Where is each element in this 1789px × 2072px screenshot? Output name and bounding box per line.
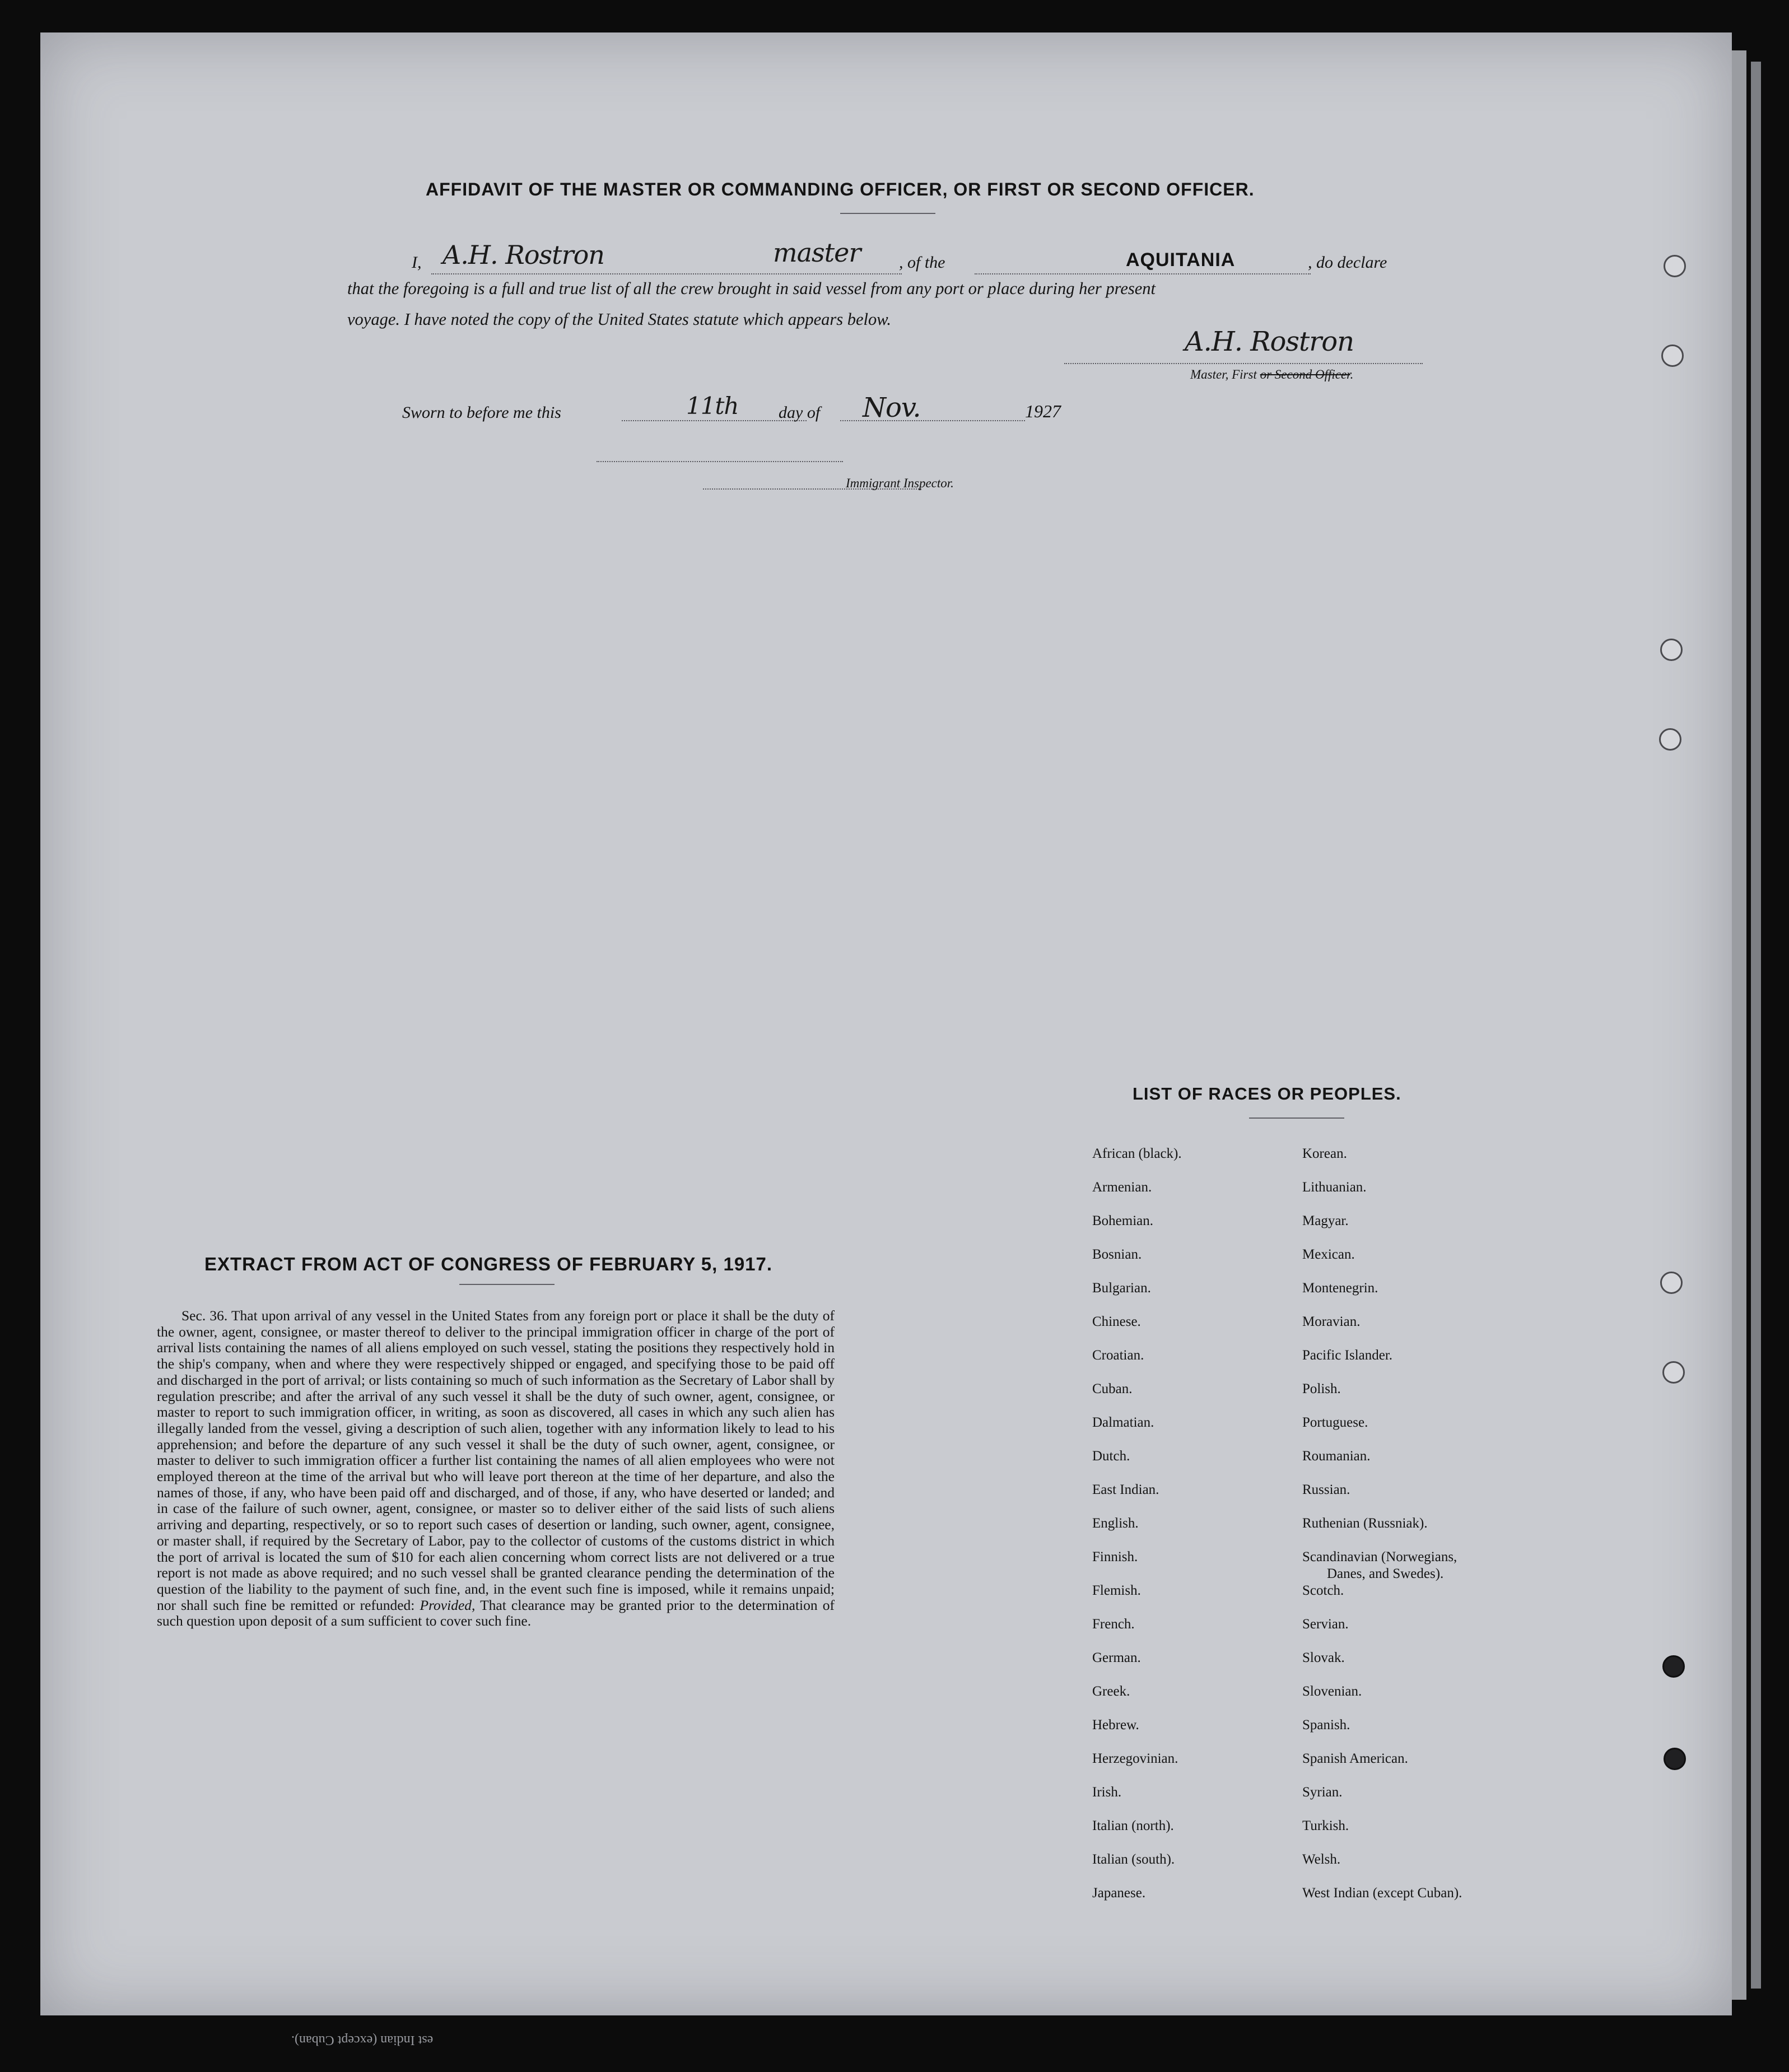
sworn-day-handwritten: 11th <box>686 392 739 420</box>
race-item: Roumanian. <box>1302 1449 1371 1464</box>
master-signature: A.H. Rostron <box>1185 326 1354 357</box>
race-item: Montenegrin. <box>1302 1281 1378 1296</box>
section-label: Sec. 36. <box>181 1307 228 1324</box>
race-item: Syrian. <box>1302 1785 1343 1800</box>
race-item: Spanish. <box>1302 1717 1350 1733</box>
race-item: Flemish. <box>1092 1583 1141 1598</box>
inspector-caption: Immigrant Inspector. <box>846 476 954 490</box>
extract-body <box>157 1308 835 1629</box>
race-item: Welsh. <box>1302 1852 1341 1867</box>
binder-hole <box>1660 639 1683 661</box>
affidavit-title: AFFIDAVIT OF THE MASTER OR COMMANDING OFFICER, OR FIRST OR SECOND OFFICER. <box>426 179 1255 199</box>
of-the-label: , of the <box>899 253 945 272</box>
race-item: Slovak. <box>1302 1650 1345 1665</box>
race-item: Magyar. <box>1302 1213 1349 1228</box>
caption-end: . <box>1350 367 1354 381</box>
rank-handwritten: master <box>773 238 861 268</box>
race-item: Japanese. <box>1092 1885 1146 1901</box>
document-page <box>40 32 1732 2015</box>
race-item: Slovenian. <box>1302 1684 1362 1699</box>
race-item: English. <box>1092 1516 1139 1531</box>
race-item: Servian. <box>1302 1617 1349 1632</box>
title-divider <box>840 213 935 214</box>
race-item: Dalmatian. <box>1092 1415 1154 1430</box>
race-item: Italian (north). <box>1092 1818 1174 1833</box>
race-item: Ruthenian (Russniak). <box>1302 1516 1428 1531</box>
extract-text-end: That clearance may be granted prior to the determination of such question upon deposit of a sum sufficient to cover such fine. <box>157 1596 835 1629</box>
race-item: Croatian. <box>1092 1348 1144 1363</box>
binder-hole <box>1662 1655 1685 1678</box>
race-item: Irish. <box>1092 1785 1122 1800</box>
sworn-label: Sworn to before me this <box>402 403 561 422</box>
master-name-handwritten: A.H. Rostron <box>442 240 604 270</box>
bleed-through-text: est Indian (except Cuban). <box>291 2033 434 2047</box>
race-item: Armenian. <box>1092 1180 1152 1195</box>
race-item: Finnish. <box>1092 1549 1138 1565</box>
race-item: Spanish American. <box>1302 1751 1408 1766</box>
race-item: Turkish. <box>1302 1818 1349 1833</box>
race-item: German. <box>1092 1650 1141 1665</box>
do-declare-label: , do declare <box>1308 253 1387 272</box>
page-edge <box>1732 50 1746 2000</box>
race-item: Moravian. <box>1302 1314 1361 1329</box>
race-item: Hebrew. <box>1092 1717 1139 1733</box>
race-item: Russian. <box>1302 1482 1350 1497</box>
affidavit-i: I, <box>412 253 422 272</box>
race-item: Lithuanian. <box>1302 1180 1367 1195</box>
provided-word: Provided, <box>420 1596 476 1613</box>
page-edge-back <box>1751 62 1761 1989</box>
binder-hole <box>1664 255 1686 277</box>
affidavit-line3: voyage. I have noted the copy of the United States statute which appears below. <box>347 310 891 329</box>
race-item: French. <box>1092 1617 1135 1632</box>
binder-hole <box>1662 1361 1685 1384</box>
races-list-right <box>1302 1137 1462 1910</box>
race-item: Herzegovinian. <box>1092 1751 1178 1766</box>
extract-divider <box>459 1284 555 1285</box>
race-item: Cuban. <box>1092 1381 1133 1396</box>
binder-hole <box>1661 344 1684 367</box>
races-list-left <box>1092 1137 1182 1910</box>
race-item: Scotch. <box>1302 1583 1344 1598</box>
signature-line <box>1064 363 1423 364</box>
race-item: Bosnian. <box>1092 1247 1142 1262</box>
extract-text: That upon arrival of any vessel in the United States from any foreign port or place it shall be the duty of the owner, agent, consignee, or master thereof to deliver to the principal immigration officer in charge of the port of arrival lists containing the names of all aliens employed on such vessel, stating the positions they respectively hold in the ship's company, when and where they were respectively shipped or engaged, and specifying those to be paid off and discharged in the port of arrival; or lists containing so much of such information as the Secretary of Labor shall by regulation prescribe; and after the arrival of any such vessel it shall be the duty of such owner, agent, consignee, or master to report to such immigration officer, in writing, as soon as discovered, all cases in which any such alien has illegally landed from the vessel, giving a description of such alien, together with any information likely to lead to his apprehension; and before the departure of any such vessel it shall be the duty of such owner, agent, consignee, or master to deliver to such immigration officer a further list containing the names of all alien employees who were not employed thereon at the time of the arrival but who will leave port thereon at the time of her departure, and also the names of those, if any, who have been paid off and discharged, and of those, if any, who have deserted or landed; and in case of the failure of such owner, agent, consignee, or master so to deliver either of the said lists of such aliens arriving and departing, respectively, or so to report such cases of desertion or landing, such owner, agent, consignee, or master shall, if required by the Secretary of Labor, pay to the collector of customs of the customs district in which the port of arrival is located the sum of $10 for each alien concerning whom correct lists are not delivered or a true report is not made as above required; and no such vessel shall be granted clearance pending the determination of the question of the liability to the payment of such fine, and, in the event such fine is imposed, while it remains unpaid; nor shall such fine be remitted or refunded: <box>157 1307 835 1613</box>
race-item: Scandinavian (Norwegians, <box>1302 1549 1457 1565</box>
race-item-continued: Danes, and Swedes). <box>1327 1566 1444 1581</box>
extract-title: EXTRACT FROM ACT OF CONGRESS OF FEBRUARY 5, 1917. <box>204 1254 773 1274</box>
race-item: Bohemian. <box>1092 1213 1154 1228</box>
binder-hole <box>1664 1748 1686 1770</box>
binder-hole <box>1659 728 1681 751</box>
day-of-label: day of <box>779 403 821 422</box>
races-divider <box>1249 1118 1344 1119</box>
race-item: Bulgarian. <box>1092 1281 1151 1296</box>
race-item: West Indian (except Cuban). <box>1302 1885 1462 1901</box>
race-item: Greek. <box>1092 1684 1130 1699</box>
caption-struck: or Second Officer <box>1260 367 1350 381</box>
race-item: Chinese. <box>1092 1314 1141 1329</box>
race-item: Mexican. <box>1302 1247 1355 1262</box>
vessel-name: AQUITANIA <box>1126 249 1236 271</box>
race-item: Pacific Islander. <box>1302 1348 1393 1363</box>
sworn-year: 1927 <box>1025 401 1061 421</box>
signature-caption <box>1190 367 1353 382</box>
race-item: Polish. <box>1302 1381 1341 1396</box>
race-item: Dutch. <box>1092 1449 1130 1464</box>
race-item: Korean. <box>1302 1146 1347 1161</box>
race-item: Italian (south). <box>1092 1852 1175 1867</box>
sworn-month-handwritten: Nov. <box>863 392 921 423</box>
caption-master: Master, First <box>1190 367 1257 381</box>
vessel-line <box>975 273 1311 274</box>
affidavit-line2: that the foregoing is a full and true list of all the crew brought in said vessel from any port or place during her present <box>347 279 1156 298</box>
binder-hole <box>1660 1272 1683 1294</box>
inspector-signature-line <box>597 461 843 462</box>
race-item: Portuguese. <box>1302 1415 1368 1430</box>
races-title: LIST OF RACES OR PEOPLES. <box>1133 1084 1401 1103</box>
race-item: East Indian. <box>1092 1482 1159 1497</box>
name-line <box>431 273 902 274</box>
race-item: African (black). <box>1092 1146 1182 1161</box>
